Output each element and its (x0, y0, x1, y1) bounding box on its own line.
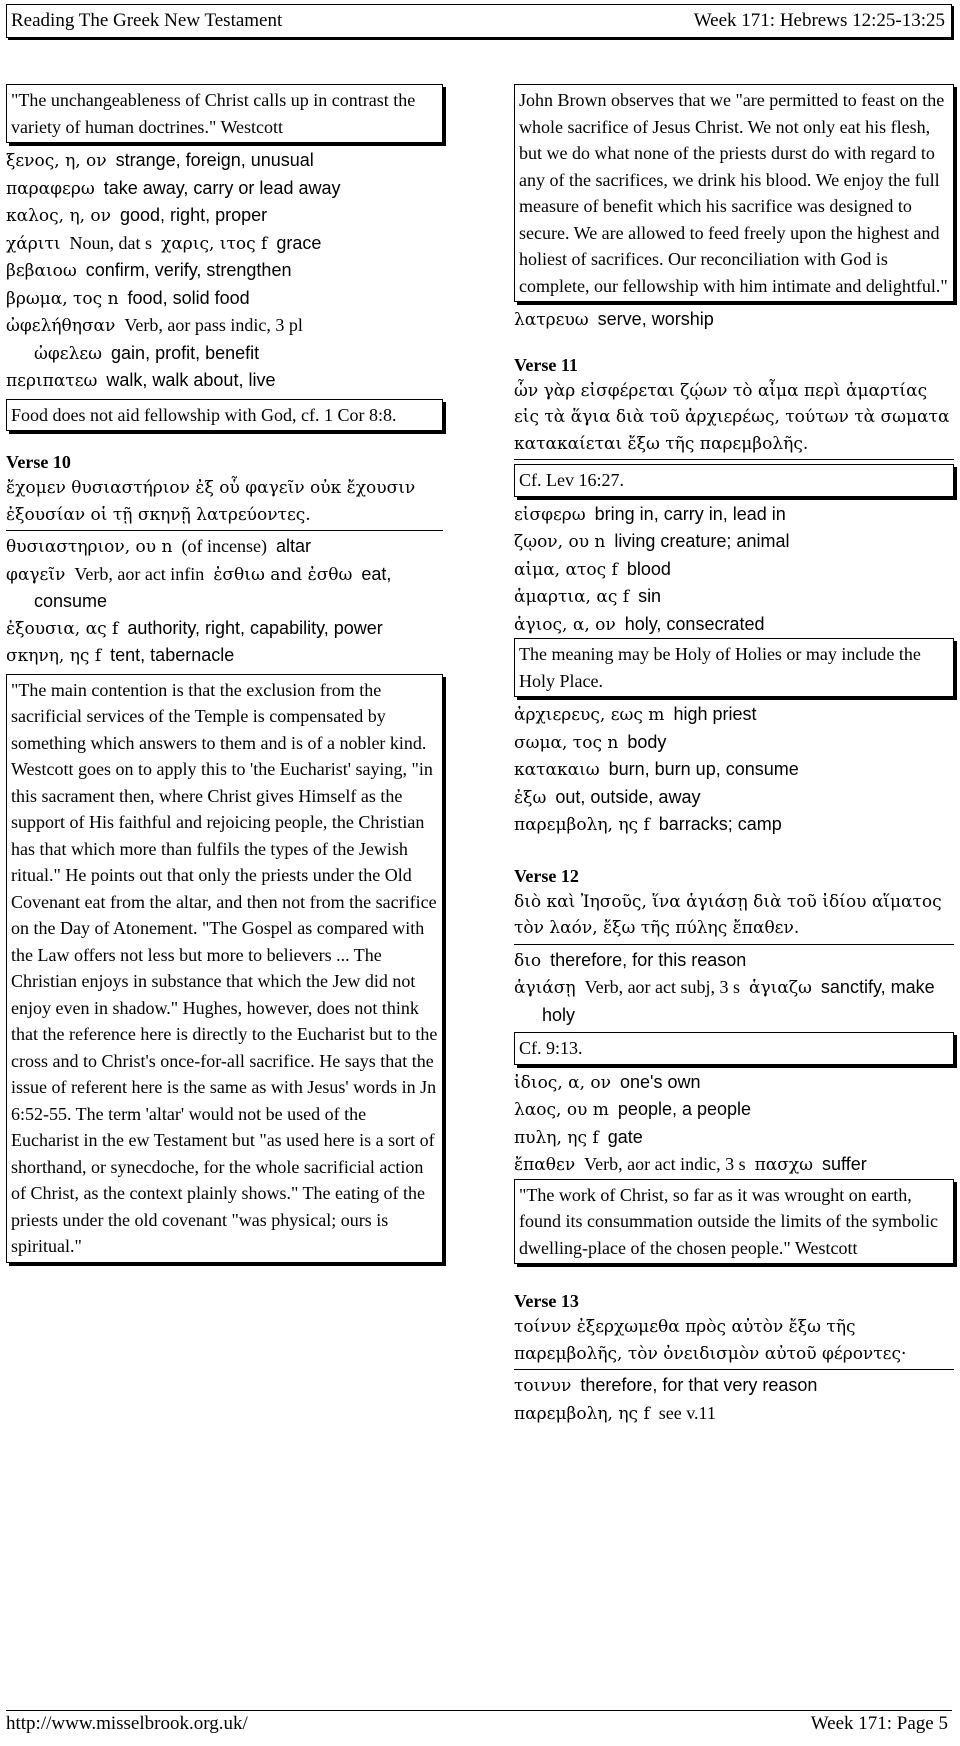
left-column (6, 84, 443, 1267)
vocab-definition: burn, burn up, consume (608, 759, 799, 779)
vocab-greek: ἁγιάσῃ (514, 978, 576, 998)
vocab-list (514, 306, 954, 334)
vocab-definition: sanctify, make holy (542, 977, 935, 1025)
westcott-quote: "The unchangeableness of Christ calls up in contrast the variety of human doctrines." Westcott (6, 84, 443, 143)
vocab-entry (514, 1400, 954, 1428)
vocab-greek: ἐξουσια, ας f (6, 618, 119, 639)
vocab-grammar: Verb, aor act indic, 3 s (584, 1154, 746, 1174)
vocab-entry (6, 147, 443, 175)
vocab-definition: good, right, proper (120, 205, 268, 225)
vocab-greek: περιπατεω (6, 371, 98, 391)
vocab-definition: walk, walk about, live (106, 370, 276, 390)
vocab-entry (6, 340, 443, 368)
vocab-list (514, 1069, 954, 1179)
vocab-entry (6, 367, 443, 395)
vocab-grammar: Verb, aor act subj, 3 s (584, 977, 741, 997)
vocab-entry (6, 615, 443, 643)
vocab-definition: barracks; camp (658, 814, 782, 834)
vocab-lexical-form: πασχω (754, 1155, 814, 1175)
vocab-greek: λαος, ου m (514, 1100, 609, 1120)
verse-label: Verse 13 (514, 1291, 579, 1311)
vocab-greek: παρεμβολη, ης f (514, 815, 650, 835)
vocab-greek: τοινυν (514, 1376, 572, 1396)
vocab-definition: gate (607, 1126, 643, 1147)
westcott-quote: "The work of Christ, so far as it was wrought on earth, found its consummation outside the limits of the symbolic dwelling-place of the chosen people." Westcott (514, 1179, 954, 1265)
vocab-greek: βρωμα, τος n (6, 288, 119, 309)
vocab-entry (514, 974, 954, 1028)
vocab-greek: ζῳον, ου n (514, 532, 606, 552)
vocab-definition: take away, carry or lead away (103, 177, 341, 198)
note-box: The meaning may be Holy of Holies or may include the Holy Place. (514, 638, 954, 697)
verse-label: Verse 12 (514, 865, 579, 886)
vocab-entry (6, 175, 443, 203)
verse-label: Verse 10 (6, 452, 71, 472)
vocab-greek: παρεμβολη, ης f (514, 1403, 650, 1424)
vocab-greek: σωμα, τος n (514, 732, 619, 753)
header-week: Week 171: Hebrews 12:25-13:25 (693, 10, 945, 31)
vocab-greek: ἁμαρτια, ας f (514, 587, 630, 607)
vocab-entry (514, 1069, 954, 1097)
vocab-entry (514, 528, 954, 556)
note-box: Cf. Lev 16:27. (514, 464, 954, 497)
vocab-lexical-form: χαρις, ιτος f (161, 233, 268, 254)
vocab-entry (514, 611, 954, 639)
vocab-definition: living creature; animal (614, 531, 790, 551)
vocab-definition: people, a people (617, 1099, 752, 1119)
vocab-grammar: Verb, aor act infin (74, 563, 205, 584)
note-box: Cf. 9:13. (514, 1032, 954, 1065)
page-footer (6, 1710, 952, 1735)
commentary-quote: "The main contention is that the exclusion from the sacrificial services of the Temple is compensated by something which answers to them and is of a nobler kind. Westcott goes on to apply this to 'the Eucharist' saying, "in this sacrament then, where Christ gives Himself as the support of His faithful and rejoicing people, the Christian has that which more than fulfils the types of the Jewish ritual." He points out that only the priests under the Old Covenant eat from the altar, and then not from the sacrifice on the Day of Atonement. "The Gospel as compared with the Law offers not less but more to believers ... The Christian enjoys in substance that which the Jew did not enjoy even in shadow." Hughes, however, does not think that the reference here is directly to the Eucharist but to the cross and to Christ's once-for-all sacrifice. He says that the issue of referent here is the same as with Jesus' words in Jn 6:52-55. The term 'altar' would not be used of the Eucharist in the ew Testament but "as used here is a sort of shorthand, or synecdoche, for the whole sacrificial action of Christ, as the context plainly shows." The eating of the priests under the old covenant "was physical; ours is spiritual." (6, 674, 443, 1263)
footer-page-number: Week 171: Page 5 (810, 1713, 948, 1734)
vocab-greek: αἱμα, ατος f (514, 559, 618, 580)
vocab-definition: blood (626, 558, 671, 579)
vocab-entry (514, 1151, 954, 1179)
vocab-greek: ἰδιος, α, ον (514, 1072, 611, 1093)
vocab-list (6, 533, 443, 670)
vocab-list (6, 147, 443, 395)
vocab-entry (6, 202, 443, 230)
verse-label: Verse 11 (514, 354, 578, 375)
vocab-definition: body (627, 731, 667, 752)
vocab-list (514, 1372, 954, 1427)
vocab-entry (6, 561, 443, 615)
header-title: Reading The Greek New Testament (11, 10, 283, 31)
vocab-definition: gain, profit, benefit (111, 342, 260, 363)
vocab-greek: ὠφελήθησαν (6, 316, 116, 336)
vocab-definition: high priest (673, 704, 757, 724)
vocab-entry (6, 257, 443, 285)
right-column (514, 84, 954, 1427)
vocab-entry (514, 583, 954, 611)
vocab-entry (6, 642, 443, 670)
vocab-definition: holy, consecrated (624, 613, 765, 634)
vocab-definition: suffer (822, 1154, 867, 1174)
vocab-entry (6, 230, 443, 258)
vocab-entry (514, 811, 954, 839)
verse-text: διὸ καὶ Ἰησοῦς, ἵνα ἁγιάσῃ διὰ τοῦ ἰδίου αἵματος τὸν λαόν, ἔξω τῆς πύλης ἔπαθεν. (514, 889, 954, 945)
vocab-lexical-form: ἁγιαζω (749, 978, 812, 998)
verse-text: ἔχομεν θυσιαστήριον ἐξ οὗ φαγεῖν οὐκ ἔχουσιν ἐξουσίαν οἱ τῇ σκηνῇ λατρεύοντες. (6, 475, 443, 531)
verse-text: ὧν γὰρ εἰσφέρεται ζῴων τὸ αἷμα περὶ ἁμαρτίας εἰς τὰ ἅγια διὰ τοῦ ἀρχιερέως, τούτων τὰ σωματα κατακαίεται ἔξω τῆς παρεμβολῆς. (514, 378, 954, 461)
vocab-definition: strange, foreign, unusual (115, 150, 314, 170)
vocab-greek: φαγεῖν (6, 564, 66, 585)
vocab-greek: πυλη, ης f (514, 1127, 599, 1148)
vocab-definition: food, solid food (127, 287, 250, 308)
vocab-definition: confirm, verify, strengthen (85, 260, 292, 280)
vocab-greek: διο (514, 950, 542, 971)
vocab-definition: therefore, for that very reason (580, 1375, 818, 1395)
vocab-greek: ὠφελεω (34, 343, 103, 364)
footer-link[interactable]: http://www.misselbrook.org.uk/ (6, 1713, 248, 1734)
vocab-entry (514, 1096, 954, 1124)
vocab-greek: ξενος, η, ον (6, 151, 107, 171)
vocab-entry (514, 701, 954, 729)
vocab-lexical-form: ἐσθιω and ἐσθω (213, 564, 353, 585)
vocab-grammar: (of incense) (181, 536, 267, 556)
vocab-entry (514, 1372, 954, 1400)
vocab-grammar: Verb, aor pass indic, 3 pl (124, 315, 303, 335)
vocab-definition: out, outside, away (555, 786, 701, 807)
vocab-grammar: see v.11 (658, 1402, 716, 1423)
vocab-definition: one's own (620, 1071, 701, 1092)
vocab-grammar: Noun, dat s (69, 232, 153, 253)
vocab-definition: eat, consume (34, 563, 392, 611)
vocab-greek: θυσιαστηριον, ου n (6, 537, 173, 557)
vocab-entry (514, 729, 954, 757)
vocab-list (514, 501, 954, 639)
vocab-greek: κατακαιω (514, 760, 600, 780)
vocab-list (514, 701, 954, 839)
vocab-definition: tent, tabernacle (110, 645, 235, 665)
vocab-definition: grace (276, 232, 322, 253)
vocab-definition: therefore, for this reason (550, 949, 747, 970)
vocab-entry (514, 947, 954, 975)
page-header (6, 4, 952, 38)
vocab-greek: ἁγιος, α, ον (514, 614, 616, 635)
vocab-greek: παραφερω (6, 178, 95, 199)
vocab-definition: bring in, carry in, lead in (594, 503, 786, 524)
vocab-greek: ἔπαθεν (514, 1155, 576, 1175)
vocab-entry (6, 285, 443, 313)
vocab-entry (6, 312, 443, 340)
vocab-definition: serve, worship (597, 309, 714, 329)
vocab-greek: λατρευω (514, 310, 589, 330)
vocab-entry (514, 1124, 954, 1152)
vocab-definition: authority, right, capability, power (127, 617, 383, 638)
vocab-greek: ἀρχιερευς, εως m (514, 705, 665, 725)
vocab-entry (514, 501, 954, 529)
vocab-greek: καλος, η, ον (6, 206, 112, 226)
note-box: Food does not aid fellowship with God, cf. 1 Cor 8:8. (6, 399, 443, 432)
vocab-greek: χάριτι (6, 233, 61, 254)
verse-text: τοίνυν ἐξερχωμεθα πρὸς αὐτὸν ἔξω τῆς παρεμβολῆς, τὸν ὀνειδισμὸν αὐτοῦ φέροντες· (514, 1314, 954, 1370)
vocab-list (514, 947, 954, 1029)
vocab-entry (514, 784, 954, 812)
vocab-entry (514, 556, 954, 584)
vocab-entry (514, 306, 954, 334)
vocab-greek: εἰσφερω (514, 504, 586, 525)
vocab-definition: altar (275, 536, 311, 556)
vocab-greek: σκηνη, ης f (6, 646, 102, 666)
vocab-greek: ἐξω (514, 787, 547, 808)
vocab-greek: βεβαιοω (6, 261, 77, 281)
vocab-entry (6, 533, 443, 561)
brown-quote: John Brown observes that we "are permitted to feast on the whole sacrifice of Jesus Christ. We not only eat his flesh, but we do what none of the priests durst do with regard to any of the sacrifices, we drink his blood. We enjoy the full measure of benefit which his sacrifice was designed to secure. We are allowed to feed freely upon the highest and holiest of sacrifices. Our reconciliation with God is complete, our fellowship with him intimate and delightful." (514, 84, 954, 302)
vocab-definition: sin (638, 586, 662, 606)
vocab-entry (514, 756, 954, 784)
